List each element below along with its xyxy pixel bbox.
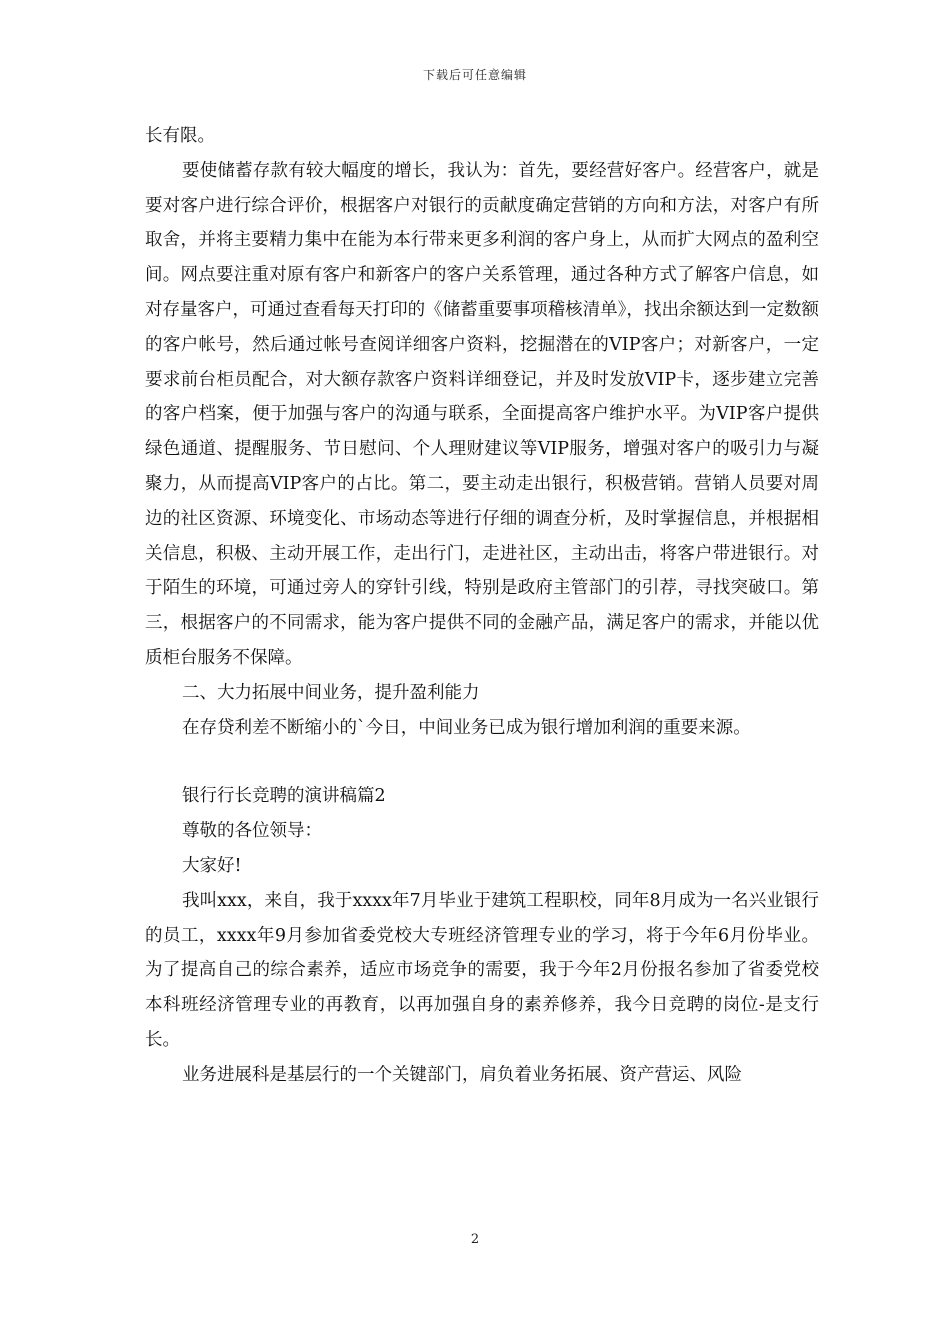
paragraph: 我叫xxx，来自，我于xxxx年7月毕业于建筑工程职校，同年8月成为一名兴业银行的员工，xxxx年9月参加省委党校大专班经济管理专业的学习，将于今年6月份毕业。为了提高自己的综合素养，适应市场竞争的需要，我于今年2月份报名参加了省委党校本科班经济管理专业的再教育，以再加强自身的素养修养，我今日竞聘的岗位-是支行长。 xyxy=(145,890,819,1050)
paragraph: 在存贷利差不断缩小的`今日，中间业务已成为银行增加利润的重要来源。 xyxy=(182,717,751,738)
paragraph: 长有限。 xyxy=(145,126,215,146)
page-header: 下载后可任意编辑 xyxy=(422,68,527,82)
section-heading: 二、大力拓展中间业务，提升盈利能力 xyxy=(182,682,480,703)
paragraph: 业务进展科是基层行的一个关键部门，肩负着业务拓展、资产营运、风险 xyxy=(182,1064,742,1085)
article-title: 银行行长竞聘的演讲稿篇2 xyxy=(182,786,386,807)
blank-line xyxy=(145,745,819,779)
salutation: 尊敬的各位领导： xyxy=(182,821,322,842)
document-body xyxy=(145,119,819,1093)
paragraph: 要使储蓄存款有较大幅度的增长，我认为：首先，要经营好客户。经营客户，就是要对客户进行综合评价，根据客户对银行的贡献度确定营销的方向和方法，对客户有所取舍，并将主要精力集中在能为本行带来更多利润的客户身上，从而扩大网点的盈利空间。网点要注重对原有客户和新客户的客户关系管理，通过各种方式了解客户信息，如对存量客户，可通过查看每天打印的《储蓄重要事项稽核清单》，找出余额达到一定数额的客户帐号，然后通过帐号查阅详细客户资料，挖掘潜在的VIP客户；对新客户，一定要求前台柜员配合，对大额存款客户资料详细登记，并及时发放VIP卡，逐步建立完善的客户档案，便于加强与客户的沟通与联系，全面提高客户维护水平。为VIP客户提供绿色通道、提醒服务、节日慰问、个人理财建议等VIP服务，增强对客户的吸引力与凝聚力，从而提高VIP客户的占比。第二，要主动走出银行，积极营销。营销人员要对周边的社区资源、环境变化、市场动态等进行仔细的调查分析，及时掌握信息，并根据相关信息，积极、主动开展工作，走出行门，走进社区，主动出击，将客户带进银行。对于陌生的环境，可通过旁人的穿针引线，特别是政府主管部门的引荐，寻找突破口。第三，根据客户的不同需求，能为客户提供不同的金融产品，满足客户的需求，并能以优质柜台服务不保障。 xyxy=(145,160,819,668)
page-number: 2 xyxy=(470,1232,480,1247)
greeting: 大家好! xyxy=(182,855,242,876)
